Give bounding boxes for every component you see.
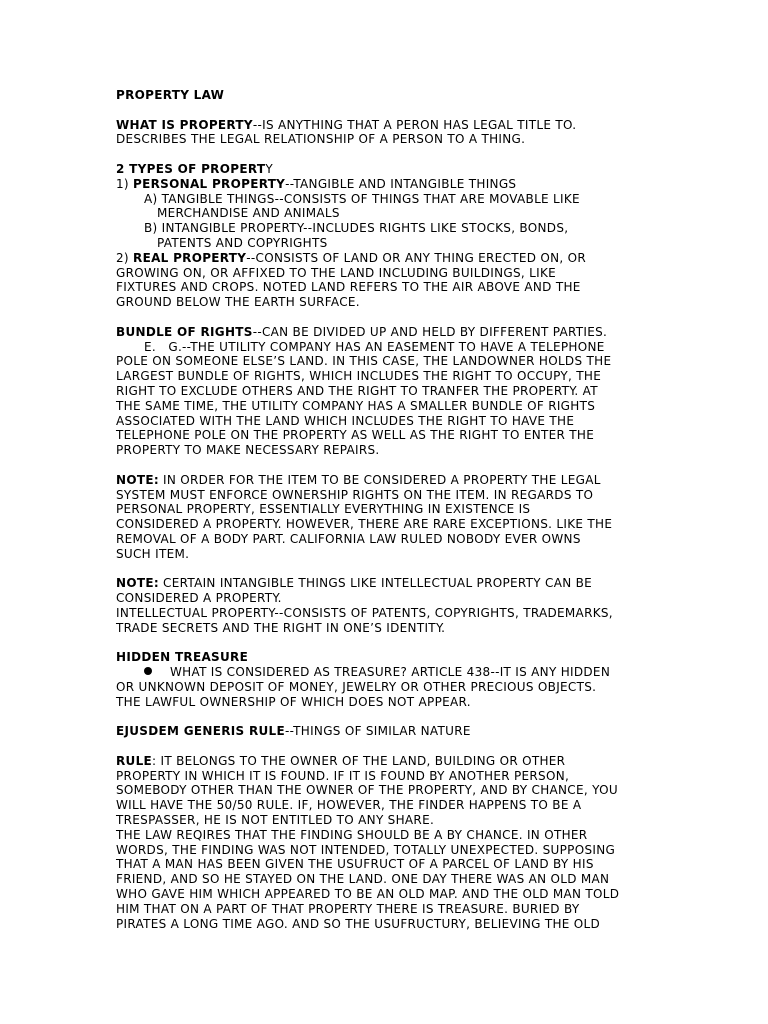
- what-is-property-line-1: WHAT IS PROPERTY--IS ANYTHING THAT A PERON HAS LEGAL TITLE TO.: [116, 117, 577, 132]
- rule-line-5: TRESPASSER, HE IS NOT ENTITLED TO ANY SHARE.: [116, 813, 435, 828]
- real-property-line-1: 2) REAL PROPERTY--CONSISTS OF LAND OR ANY THING ERECTED ON, OR: [116, 250, 587, 265]
- bundle-line-9: PROPERTY TO MAKE NECESSARY REPAIRS.: [116, 443, 380, 458]
- treasure-line-2: OR UNKNOWN DEPOSIT OF MONEY, JEWELRY OR OTHER PRECIOUS OBJECTS.: [116, 679, 597, 694]
- rule-line-9: FRIEND, AND SO HE STAYED ON THE LAND. ONE DAY THERE WAS AN OLD MAN: [116, 872, 610, 887]
- tangible-line-1: A) TANGIBLE THINGS--CONSISTS OF THINGS THAT ARE MOVABLE LIKE: [144, 191, 580, 206]
- rule-line-10: WHO GAVE HIM WHICH APPEARED TO BE AN OLD MAP. AND THE OLD MAN TOLD: [116, 887, 620, 902]
- rule-line-6: THE LAW REQIRES THAT THE FINDING SHOULD BE A BY CHANCE. IN OTHER: [116, 827, 588, 842]
- treasure-line-1: WHAT IS CONSIDERED AS TREASURE? ARTICLE 438--IT IS ANY HIDDEN: [116, 665, 756, 680]
- treasure-line-3: THE LAWFUL OWNERSHIP OF WHICH DOES NOT APPEAR.: [116, 694, 471, 709]
- treasure-heading: HIDDEN TREASURE: [116, 650, 249, 665]
- note1-line-2: SYSTEM MUST ENFORCE OWNERSHIP RIGHTS ON THE ITEM. IN REGARDS TO: [116, 487, 594, 502]
- what-is-property-line-2: DESCRIBES THE LEGAL RELATIONSHIP OF A PERSON TO A THING.: [116, 132, 526, 147]
- bundle-heading: BUNDLE OF RIGHTS: [116, 324, 253, 339]
- bundle-line-4: LARGEST BUNDLE OF RIGHTS, WHICH INCLUDES THE RIGHT TO OCCUPY, THE: [116, 369, 602, 384]
- bullet-icon: [144, 667, 152, 675]
- note2-line-1: NOTE: CERTAIN INTANGIBLE THINGS LIKE INTELLECTUAL PROPERTY CAN BE: [116, 576, 593, 591]
- bundle-line-5: RIGHT TO EXCLUDE OTHERS AND THE RIGHT TO TRANFER THE PROPERTY. AT: [116, 383, 598, 398]
- real-property-line-4: GROUND BELOW THE EARTH SURFACE.: [116, 295, 360, 310]
- rule-line-3: SOMEBODY OTHER THAN THE OWNER OF THE PROPERTY, AND BY CHANCE, YOU: [116, 783, 618, 798]
- intangible-line-1: B) INTANGIBLE PROPERTY--INCLUDES RIGHTS LIKE STOCKS, BONDS,: [144, 221, 569, 236]
- note2-line-2: CONSIDERED A PROPERTY.: [116, 591, 282, 606]
- note2-line-3: INTELLECTUAL PROPERTY--CONSISTS OF PATENTS, COPYRIGHTS, TRADEMARKS,: [116, 605, 613, 620]
- note1-line-1: NOTE: IN ORDER FOR THE ITEM TO BE CONSIDERED A PROPERTY THE LEGAL: [116, 472, 601, 487]
- note1-label: NOTE:: [116, 472, 159, 487]
- rule-line-11: HIM THAT ON A PART OF THAT PROPERTY THERE IS TREASURE. BURIED BY: [116, 901, 580, 916]
- bundle-line-3: POLE ON SOMEONE ELSE’S LAND. IN THIS CASE, THE LANDOWNER HOLDS THE: [116, 354, 612, 369]
- bundle-line-1: BUNDLE OF RIGHTS--CAN BE DIVIDED UP AND HELD BY DIFFERENT PARTIES.: [116, 324, 608, 339]
- note1-line-4: CONSIDERED A PROPERTY. HOWEVER, THERE ARE RARE EXCEPTIONS. LIKE THE: [116, 517, 613, 532]
- real-property-line-3: FIXTURES AND CROPS. NOTED LAND REFERS TO THE AIR ABOVE AND THE: [116, 280, 581, 295]
- rule-line-12: PIRATES A LONG TIME AGO. AND SO THE USUFRUCTURY, BELIEVING THE OLD: [116, 916, 601, 931]
- intangible-line-2: PATENTS AND COPYRIGHTS: [157, 235, 328, 250]
- bundle-line-2: E. G.--THE UTILITY COMPANY HAS AN EASEMENT TO HAVE A TELEPHONE: [144, 339, 605, 354]
- ejusdem-line: EJUSDEM GENERIS RULE--THINGS OF SIMILAR NATURE: [116, 724, 471, 739]
- bundle-line-7: ASSOCIATED WITH THE LAND WHICH INCLUDES THE RIGHT TO HAVE THE: [116, 413, 575, 428]
- document-title: PROPERTY LAW: [116, 88, 225, 102]
- rule-line-7: WORDS, THE FINDING WAS NOT INTENDED, TOTALLY UNEXPECTED. SUPPOSING: [116, 842, 616, 857]
- note1-line-3: PERSONAL PROPERTY, ESSENTIALLY EVERYTHING IN EXISTENCE IS: [116, 502, 531, 517]
- real-property-line-2: GROWING ON, OR AFFIXED TO THE LAND INCLUDING BUILDINGS, LIKE: [116, 265, 557, 280]
- what-is-property-heading: WHAT IS PROPERTY: [116, 117, 253, 132]
- note1-line-6: SUCH ITEM.: [116, 546, 190, 561]
- rule-line-4: WILL HAVE THE 50/50 RULE. IF, HOWEVER, THE FINDER HAPPENS TO BE A: [116, 798, 582, 813]
- note2-label: NOTE:: [116, 576, 159, 591]
- tangible-line-2: MERCHANDISE AND ANIMALS: [157, 206, 340, 221]
- types-heading: 2 TYPES OF PROPERTY: [116, 161, 273, 176]
- rule-line-2: PROPERTY IN WHICH IT IS FOUND. IF IT IS FOUND BY ANOTHER PERSON,: [116, 768, 570, 783]
- rule-line-1: RULE: IT BELONGS TO THE OWNER OF THE LAND, BUILDING OR OTHER: [116, 753, 566, 768]
- personal-property-line: 1) PERSONAL PROPERTY--TANGIBLE AND INTANGIBLE THINGS: [116, 176, 517, 191]
- document-page: [116, 88, 756, 931]
- bundle-line-6: THE SAME TIME, THE UTILITY COMPANY HAS A SMALLER BUNDLE OF RIGHTS: [116, 398, 596, 413]
- note1-line-5: REMOVAL OF A BODY PART. CALIFORNIA LAW RULED NOBODY EVER OWNS: [116, 531, 581, 546]
- ejusdem-heading: EJUSDEM GENERIS RULE: [116, 724, 285, 739]
- bundle-line-8: TELEPHONE POLE ON THE PROPERTY AS WELL AS THE RIGHT TO ENTER THE: [116, 428, 595, 443]
- rule-label: RULE: [116, 753, 153, 768]
- rule-line-8: THAT A MAN HAS BEEN GIVEN THE USUFRUCT OF A PARCEL OF LAND BY HIS: [116, 857, 594, 872]
- note2-line-4: TRADE SECRETS AND THE RIGHT IN ONE’S IDENTITY.: [116, 620, 446, 635]
